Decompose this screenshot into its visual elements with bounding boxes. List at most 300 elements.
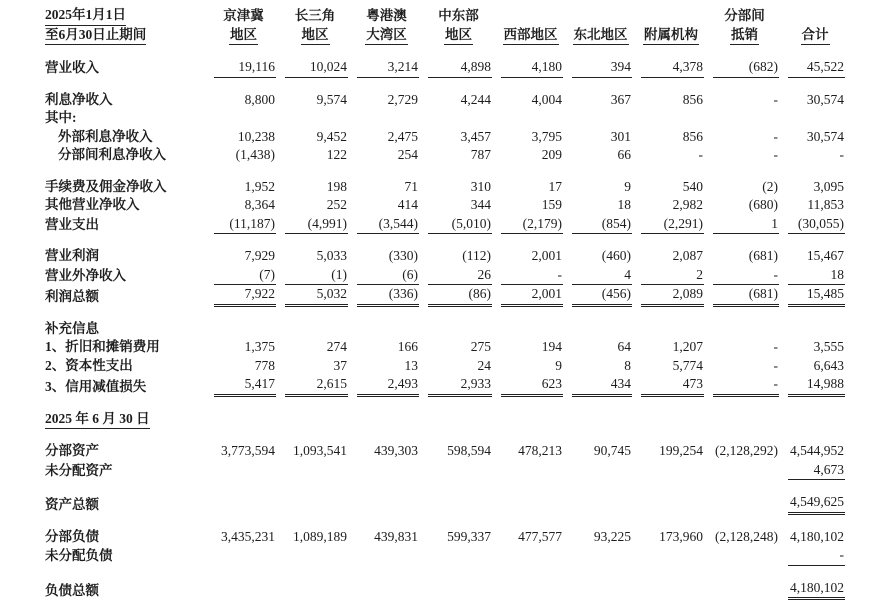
cell — [348, 285, 419, 307]
cell — [632, 320, 704, 339]
spacer-cell — [45, 566, 845, 579]
cell — [704, 146, 779, 165]
cell — [704, 528, 779, 547]
cell — [779, 247, 845, 266]
cell-value: 37 — [285, 357, 348, 376]
cell-value: 477,577 — [501, 528, 563, 547]
cell — [704, 285, 779, 307]
header-row — [45, 6, 845, 45]
cell-value: 4,004 — [501, 91, 563, 110]
cell-value — [285, 109, 348, 128]
cell — [348, 58, 419, 78]
row-label: 补充信息 — [45, 320, 205, 339]
spacer-cell — [45, 429, 845, 442]
table-row — [45, 338, 845, 357]
row-label: 分部间利息净收入 — [45, 146, 205, 165]
spacer-row — [45, 307, 845, 320]
cell-value: - — [713, 375, 779, 397]
cell-value — [572, 320, 632, 339]
column-header — [205, 6, 276, 45]
cell-value: 414 — [357, 196, 419, 215]
table-row — [45, 320, 845, 339]
table-row — [45, 461, 845, 481]
cell-value: 4,898 — [428, 58, 492, 78]
cell-value: 5,032 — [285, 285, 348, 307]
cell-value: 254 — [357, 146, 419, 165]
cell — [205, 285, 276, 307]
cell-value: 18 — [788, 266, 845, 286]
cell-value: - — [713, 338, 779, 357]
cell-value: 71 — [357, 178, 419, 197]
column-header-line1: 长三角 — [282, 7, 348, 26]
cell-value — [788, 109, 845, 128]
cell — [779, 128, 845, 147]
spacer-cell — [45, 78, 845, 91]
cell — [348, 320, 419, 339]
cell — [563, 546, 632, 566]
cell-value — [788, 320, 845, 339]
cell — [779, 461, 845, 481]
cell — [276, 357, 348, 376]
cell-value — [357, 109, 419, 128]
cell-value: 856 — [641, 128, 704, 147]
cell-value: 24 — [428, 357, 492, 376]
cell-value — [357, 547, 419, 566]
cell-value: (854) — [572, 215, 632, 235]
cell-value: 4,244 — [428, 91, 492, 110]
cell-value: (2,179) — [501, 215, 563, 235]
cell — [704, 178, 779, 197]
cell — [563, 528, 632, 547]
column-header-line2: 合计 — [801, 26, 830, 46]
table-row — [45, 442, 845, 461]
cell-value: 8,800 — [214, 91, 276, 110]
period-header-text: 2025年1月1日 — [45, 6, 126, 26]
period-header-line — [45, 26, 205, 46]
cell — [205, 528, 276, 547]
cell — [563, 285, 632, 307]
cell — [419, 109, 492, 128]
row-label: 营业支出 — [45, 215, 205, 235]
cell — [704, 493, 779, 515]
cell-value: 1,093,541 — [285, 442, 348, 461]
column-header-line2-wrap — [211, 26, 276, 46]
cell — [419, 58, 492, 78]
cell — [779, 58, 845, 78]
column-header — [563, 6, 632, 45]
cell — [205, 128, 276, 147]
table-row — [45, 266, 845, 286]
cell-value — [428, 496, 492, 515]
cell-value: 7,929 — [214, 247, 276, 266]
cell — [704, 442, 779, 461]
cell-value: 1 — [713, 215, 779, 235]
row-label: 3、信用减值损失 — [45, 375, 205, 397]
cell-value: (86) — [428, 285, 492, 307]
cell-value: 66 — [572, 146, 632, 165]
table-row — [45, 109, 845, 128]
cell — [779, 338, 845, 357]
cell-value: 173,960 — [641, 528, 704, 547]
cell — [704, 546, 779, 566]
table-row — [45, 528, 845, 547]
spacer-row — [45, 566, 845, 579]
cell — [779, 528, 845, 547]
cell — [419, 320, 492, 339]
cell-value: (4,991) — [285, 215, 348, 235]
cell-value: - — [788, 546, 845, 566]
column-header — [348, 6, 419, 45]
cell — [632, 266, 704, 286]
cell — [632, 178, 704, 197]
cell-value: 5,417 — [214, 375, 276, 397]
cell-value — [713, 320, 779, 339]
cell — [779, 493, 845, 515]
cell-value — [428, 320, 492, 339]
cell — [632, 196, 704, 215]
row-label: 利息净收入 — [45, 91, 205, 110]
cell-value: 8 — [572, 357, 632, 376]
cell — [632, 579, 704, 600]
table-row — [45, 357, 845, 376]
cell-value: 4,378 — [641, 58, 704, 78]
cell — [779, 196, 845, 215]
column-header-line2-wrap — [282, 26, 348, 46]
spacer-row — [45, 45, 845, 58]
cell — [348, 146, 419, 165]
cell — [779, 266, 845, 286]
cell — [419, 528, 492, 547]
table-row — [45, 546, 845, 566]
row-label: 2、资本性支出 — [45, 357, 205, 376]
cell-value — [428, 547, 492, 566]
cell-value: 9 — [501, 357, 563, 376]
cell-value — [713, 547, 779, 566]
cell — [632, 91, 704, 110]
cell — [492, 91, 563, 110]
column-header-line2: 西部地区 — [503, 26, 559, 46]
cell — [276, 128, 348, 147]
cell-value: 274 — [285, 338, 348, 357]
cell-value — [501, 320, 563, 339]
cell-value: 9,452 — [285, 128, 348, 147]
spacer-row — [45, 234, 845, 247]
cell-value: 4,544,952 — [788, 442, 845, 461]
cell — [348, 128, 419, 147]
cell-value: 856 — [641, 91, 704, 110]
cell-value: 1,375 — [214, 338, 276, 357]
cell — [348, 196, 419, 215]
spacer-cell — [45, 515, 845, 528]
table-row — [45, 58, 845, 78]
cell — [419, 461, 492, 481]
cell — [348, 91, 419, 110]
cell — [419, 266, 492, 286]
cell — [563, 375, 632, 397]
section-header — [45, 410, 845, 430]
cell — [704, 196, 779, 215]
cell — [563, 461, 632, 481]
table-row — [45, 128, 845, 147]
cell — [419, 375, 492, 397]
cell-value: (681) — [713, 247, 779, 266]
cell-value — [572, 496, 632, 515]
cell — [779, 546, 845, 566]
table-row — [45, 146, 845, 165]
cell — [779, 320, 845, 339]
cell — [348, 266, 419, 286]
cell-value: - — [501, 266, 563, 286]
cell-value — [641, 496, 704, 515]
cell — [348, 178, 419, 197]
cell — [348, 461, 419, 481]
cell-value: 93,225 — [572, 528, 632, 547]
row-label: 负债总额 — [45, 579, 205, 600]
cell-value: 599,337 — [428, 528, 492, 547]
cell-value: 13 — [357, 357, 419, 376]
cell-value: - — [713, 128, 779, 147]
cell — [205, 91, 276, 110]
cell-value: (112) — [428, 247, 492, 266]
cell — [563, 128, 632, 147]
cell — [276, 493, 348, 515]
period-header-text: 至6月30日止期间 — [45, 26, 146, 46]
cell — [348, 579, 419, 600]
cell-value: 3,795 — [501, 128, 563, 147]
cell — [632, 247, 704, 266]
cell — [419, 247, 492, 266]
column-header-line1: 粤港澳 — [354, 7, 419, 26]
segment-table — [45, 6, 845, 600]
cell-value: (330) — [357, 247, 419, 266]
cell — [419, 546, 492, 566]
cell — [205, 579, 276, 600]
cell-value: 3,555 — [788, 338, 845, 357]
cell-value — [285, 320, 348, 339]
cell-value: 2,475 — [357, 128, 419, 147]
cell — [779, 146, 845, 165]
cell — [704, 266, 779, 286]
cell-value — [214, 547, 276, 566]
cell-value: 17 — [501, 178, 563, 197]
cell-value: (680) — [713, 196, 779, 215]
cell-value — [641, 320, 704, 339]
cell-value: (336) — [357, 285, 419, 307]
cell — [419, 442, 492, 461]
cell-value: (682) — [713, 58, 779, 78]
cell-value: 3,457 — [428, 128, 492, 147]
cell-value — [641, 462, 704, 481]
spacer-row — [45, 429, 845, 442]
cell-value: 64 — [572, 338, 632, 357]
table-row — [45, 196, 845, 215]
cell-value: 2,493 — [357, 375, 419, 397]
cell-value: 10,238 — [214, 128, 276, 147]
cell-value: 2,087 — [641, 247, 704, 266]
cell — [563, 91, 632, 110]
cell — [419, 579, 492, 600]
cell — [779, 178, 845, 197]
row-label: 未分配资产 — [45, 461, 205, 481]
spacer-cell — [45, 397, 845, 410]
cell-value: (2,128,292) — [713, 442, 779, 461]
column-header-line2-wrap — [354, 26, 419, 46]
cell — [704, 338, 779, 357]
table-body — [45, 45, 845, 600]
row-label: 1、折旧和摊销费用 — [45, 338, 205, 357]
cell-value: 45,522 — [788, 58, 845, 78]
table-row — [45, 375, 845, 397]
cell — [348, 215, 419, 235]
cell — [419, 338, 492, 357]
cell — [276, 285, 348, 307]
cell — [276, 546, 348, 566]
spacer-cell — [45, 307, 845, 320]
table-row — [45, 579, 845, 600]
cell — [419, 285, 492, 307]
cell — [563, 109, 632, 128]
cell — [348, 442, 419, 461]
cell — [419, 357, 492, 376]
cell — [632, 357, 704, 376]
cell-value — [501, 547, 563, 566]
cell — [492, 528, 563, 547]
section-header-text: 2025 年 6 月 30 日 — [45, 410, 150, 430]
cell — [492, 178, 563, 197]
cell — [419, 215, 492, 235]
spacer-row — [45, 397, 845, 410]
cell — [779, 91, 845, 110]
cell-value: 4,549,625 — [788, 493, 845, 515]
cell-value: (2,291) — [641, 215, 704, 235]
cell — [632, 215, 704, 235]
cell — [704, 247, 779, 266]
cell — [205, 109, 276, 128]
cell-value: 14,988 — [788, 375, 845, 397]
cell-value: 15,467 — [788, 247, 845, 266]
cell — [205, 196, 276, 215]
cell — [205, 320, 276, 339]
cell-value: 9 — [572, 178, 632, 197]
cell — [632, 338, 704, 357]
cell-value: (7) — [214, 266, 276, 286]
cell — [276, 215, 348, 235]
cell — [563, 146, 632, 165]
column-header-line2-wrap — [498, 26, 563, 46]
cell-value: 199,254 — [641, 442, 704, 461]
cell-value — [713, 462, 779, 481]
cell-value: 3,773,594 — [214, 442, 276, 461]
cell-value: 90,745 — [572, 442, 632, 461]
cell-value — [214, 320, 276, 339]
cell — [205, 266, 276, 286]
cell-value: 275 — [428, 338, 492, 357]
cell-value: 344 — [428, 196, 492, 215]
column-header — [632, 6, 704, 45]
cell — [348, 546, 419, 566]
cell — [492, 338, 563, 357]
cell — [563, 215, 632, 235]
cell — [348, 528, 419, 547]
column-header — [492, 6, 563, 45]
column-header-line2: 大湾区 — [365, 26, 408, 46]
column-header-line2-wrap — [425, 26, 492, 46]
cell — [492, 196, 563, 215]
cell-value — [572, 109, 632, 128]
row-label: 营业利润 — [45, 247, 205, 266]
cell — [276, 320, 348, 339]
cell — [632, 128, 704, 147]
cell-value — [428, 462, 492, 481]
cell — [419, 196, 492, 215]
cell — [276, 178, 348, 197]
cell — [205, 247, 276, 266]
cell — [348, 357, 419, 376]
cell-value: (1,438) — [214, 146, 276, 165]
cell — [779, 215, 845, 235]
cell-value: 439,831 — [357, 528, 419, 547]
cell — [704, 215, 779, 235]
cell — [419, 91, 492, 110]
cell-value: (1) — [285, 266, 348, 286]
column-header-line2: 附属机构 — [643, 26, 699, 46]
column-header — [276, 6, 348, 45]
cell-value: 434 — [572, 375, 632, 397]
cell-value: 4,180,102 — [788, 579, 845, 600]
cell-value: 198 — [285, 178, 348, 197]
cell — [779, 579, 845, 600]
cell-value: 30,574 — [788, 91, 845, 110]
cell — [276, 528, 348, 547]
column-header — [704, 6, 779, 45]
cell — [348, 109, 419, 128]
cell-value: 1,952 — [214, 178, 276, 197]
cell — [276, 375, 348, 397]
cell — [704, 357, 779, 376]
column-header-line2-wrap — [785, 26, 845, 46]
cell-value: (2,128,248) — [713, 528, 779, 547]
cell — [276, 579, 348, 600]
table-row — [45, 178, 845, 197]
column-header-line2-wrap — [638, 26, 704, 46]
spacer-cell — [45, 45, 845, 58]
row-label: 手续费及佣金净收入 — [45, 178, 205, 197]
cell-value: (5,010) — [428, 215, 492, 235]
section-row — [45, 410, 845, 430]
cell — [348, 493, 419, 515]
cell — [563, 338, 632, 357]
cell-value: 4,673 — [788, 461, 845, 481]
cell-value: 2,729 — [357, 91, 419, 110]
cell-value: - — [713, 266, 779, 286]
cell — [492, 357, 563, 376]
cell — [779, 109, 845, 128]
cell — [276, 461, 348, 481]
cell-value: 30,574 — [788, 128, 845, 147]
cell-value — [713, 109, 779, 128]
cell — [563, 196, 632, 215]
cell — [779, 442, 845, 461]
cell — [704, 58, 779, 78]
column-header-line2: 地区 — [229, 26, 258, 46]
cell-value: 2,933 — [428, 375, 492, 397]
cell — [276, 442, 348, 461]
period-header — [45, 6, 205, 45]
cell — [563, 320, 632, 339]
spacer-row — [45, 165, 845, 178]
cell-value: 4 — [572, 266, 632, 286]
cell — [419, 146, 492, 165]
